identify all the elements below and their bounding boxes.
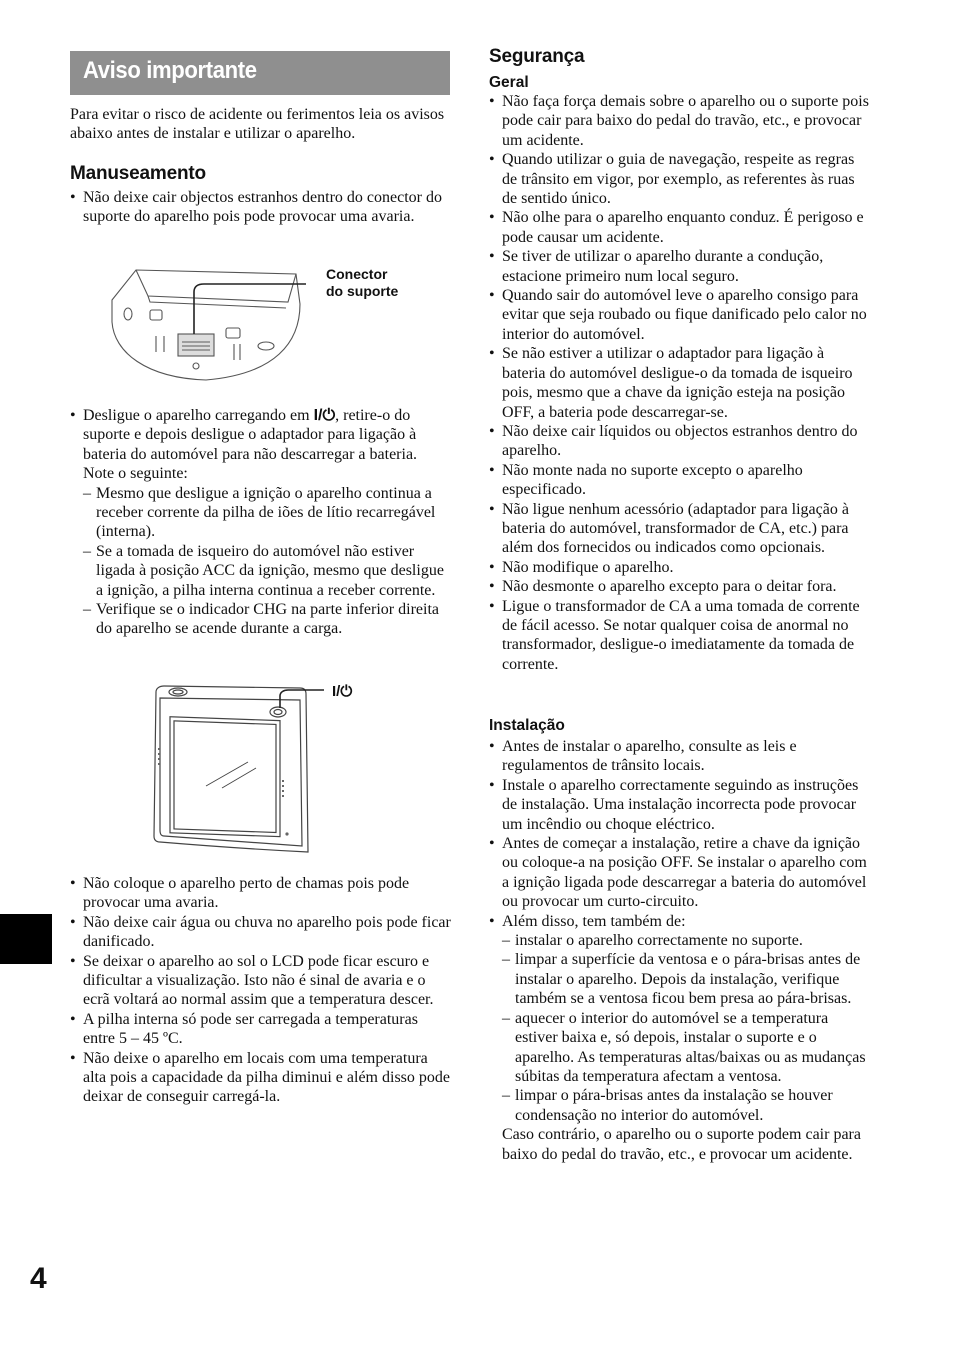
- list-item: • Se deixar o aparelho ao sol o LCD pode ficar escuro e dificultar a visualização. Isto não é sinal de avaria e o ecrã voltará ao normal assim que a temperatura descer.: [70, 952, 452, 1010]
- list-item: • Quando utilizar o guia de navegação, respeite as regras de trânsito em vigor, por exemplo, as referentes às ruas de sentido único.: [489, 150, 871, 208]
- sub-list-item: – limpar a superfície da ventosa e o pára-brisas antes de instalar o aparelho. Depois da instalação, verifique também se a ventosa ficou bem presa ao pára-brisas.: [502, 950, 871, 1008]
- figure-device-front: [148, 676, 348, 858]
- manuseamento-bullet-1: [70, 188, 452, 227]
- list-item: • Antes de começar a instalação, retire a chave da ignição ou coloque-a na posição OFF. Se instalar o aparelho com a ignição ligada pode descarregar a bateria do automóvel ou provocar um curto-circuito.: [489, 834, 871, 912]
- list-item: • A pilha interna só pode ser carregada a temperaturas entre 5 – 45 ºC.: [70, 1010, 452, 1049]
- list-item: [489, 912, 871, 1164]
- last-bullet-text: Além disso, tem também de:: [502, 912, 686, 930]
- list-item: • Não ligue nenhum acessório (adaptador para ligação à bateria do automóvel, transformador de CA, etc.) para além dos fornecidos ou indicados como opcionais.: [489, 500, 871, 558]
- section-heading-seguranca: Segurança: [489, 46, 585, 67]
- list-item: • Ligue o transformador de CA a uma tomada de corrente de fácil acesso. Se notar qualquer coisa de anormal no transformador, desligue-o imediatamente da tomada de corrente.: [489, 597, 871, 675]
- subheading-instalacao: Instalação: [489, 717, 565, 734]
- section-heading-manuseamento: Manuseamento: [70, 163, 206, 184]
- figure-cradle-connector: [106, 262, 306, 387]
- list-item: • Não deixe o aparelho em locais com uma temperatura alta pois a capacidade da pilha diminui e além disso pode deixar de conseguir carregá-la.: [70, 1049, 452, 1107]
- manuseamento-bullet-2: [70, 406, 452, 639]
- list-item: • Não desmonte o aparelho excepto para o deitar fora.: [489, 577, 871, 596]
- list-item: • Quando sair do automóvel leve o aparelho consigo para evitar que seja roubado ou fique danificado pelo calor no interior do automóvel.: [489, 286, 871, 344]
- list-item: • Não coloque o aparelho perto de chamas pois pode provocar uma avaria.: [70, 874, 452, 913]
- manuseamento-bullets-after: [70, 874, 452, 1107]
- device-front-illustration: [148, 676, 348, 858]
- bullet2-text-a: Desligue o aparelho carregando em: [83, 407, 314, 424]
- device-bottom-illustration: [106, 262, 306, 387]
- list-item: • Não olhe para o aparelho enquanto conduz. É perigoso e pode causar um acidente.: [489, 208, 871, 247]
- callout-line-1: Conector: [326, 266, 388, 282]
- intro-text: Para evitar o risco de acidente ou ferimentos leia os avisos abaixo antes de instalar e utilizar o aparelho.: [70, 106, 445, 143]
- callout-conector: [326, 266, 398, 300]
- callout-line-2: do suporte: [326, 283, 399, 299]
- sub-list-item: – Verifique se o indicador CHG na parte inferior direita do aparelho se acende durante a carga.: [83, 600, 452, 639]
- geral-list: [489, 92, 871, 674]
- list-item: [70, 406, 452, 639]
- list-item: • Se não estiver a utilizar o adaptador para ligação à bateria do automóvel desligue-o da tomada de isqueiro pois, mesmo que a chave da ignição esteja na posição OFF, a bateria pode descarregar-se.: [489, 344, 871, 422]
- closing-text: Caso contrário, o aparelho ou o suporte podem cair para baixo do pedal do travão, etc., e provocar um acidente.: [502, 1126, 861, 1163]
- list-item: • Não faça força demais sobre o aparelho ou o suporte pois pode cair para baixo do pedal do travão, etc., e provocar um acidente.: [489, 92, 871, 150]
- page-title: Aviso importante: [83, 57, 257, 84]
- list-item: • Não modifique o aparelho.: [489, 558, 871, 577]
- figure2-power-label: I/⏻: [332, 683, 353, 700]
- instalacao-list: [489, 737, 871, 1164]
- sub-list-item: – Se a tomada de isqueiro do automóvel não estiver ligada à posição ACC da ignição, mesmo que desligue a ignição, a pilha interna continua a receber corrente.: [83, 542, 452, 600]
- power-symbol: I/⏻: [313, 407, 336, 424]
- list-item: • Se tiver de utilizar o aparelho durante a condução, estacione primeiro num local seguro.: [489, 247, 871, 286]
- list-item: • Antes de instalar o aparelho, consulte as leis e regulamentos de trânsito locais.: [489, 737, 871, 776]
- sub-list-item: – aquecer o interior do automóvel se a temperatura estiver baixa e, só depois, instalar o suporte e o aparelho. As temperaturas altas/baixas ou as mudanças súbitas da temperatura afectam a ventosa.: [502, 1009, 871, 1087]
- bullet2-text-b: , retire-o do suporte e depois desligue o adaptador para ligação à bateria do automóvel para não descarregar a bateria. Note o seguinte:: [83, 407, 418, 483]
- title-bar: [70, 51, 450, 95]
- list-item: • Não deixe cair água ou chuva no aparelho pois pode ficar danificado.: [70, 913, 452, 952]
- list-item: • Não deixe cair líquidos ou objectos estranhos dentro do aparelho.: [489, 422, 871, 461]
- side-tab-marker: [0, 914, 52, 964]
- list-item: • Não monte nada no suporte excepto o aparelho especificado.: [489, 461, 871, 500]
- list-item: • Instale o aparelho correctamente seguindo as instruções de instalação. Uma instalação incorrecta pode provocar um incêndio ou choque eléctrico.: [489, 776, 871, 834]
- page-number: 4: [30, 1262, 47, 1295]
- list-item: • Não deixe cair objectos estranhos dentro do conector do suporte do aparelho pois pode provocar uma avaria.: [70, 188, 452, 227]
- subheading-geral: Geral: [489, 74, 529, 91]
- sub-list-item: – instalar o aparelho correctamente no suporte.: [502, 931, 871, 950]
- sub-list-item: – Mesmo que desligue a ignição o aparelho continua a receber corrente da pilha de iões de lítio recarregável (interna).: [83, 484, 452, 542]
- sub-list-item: – limpar o pára-brisas antes da instalação se houver condensação no interior do automóvel.: [502, 1086, 871, 1125]
